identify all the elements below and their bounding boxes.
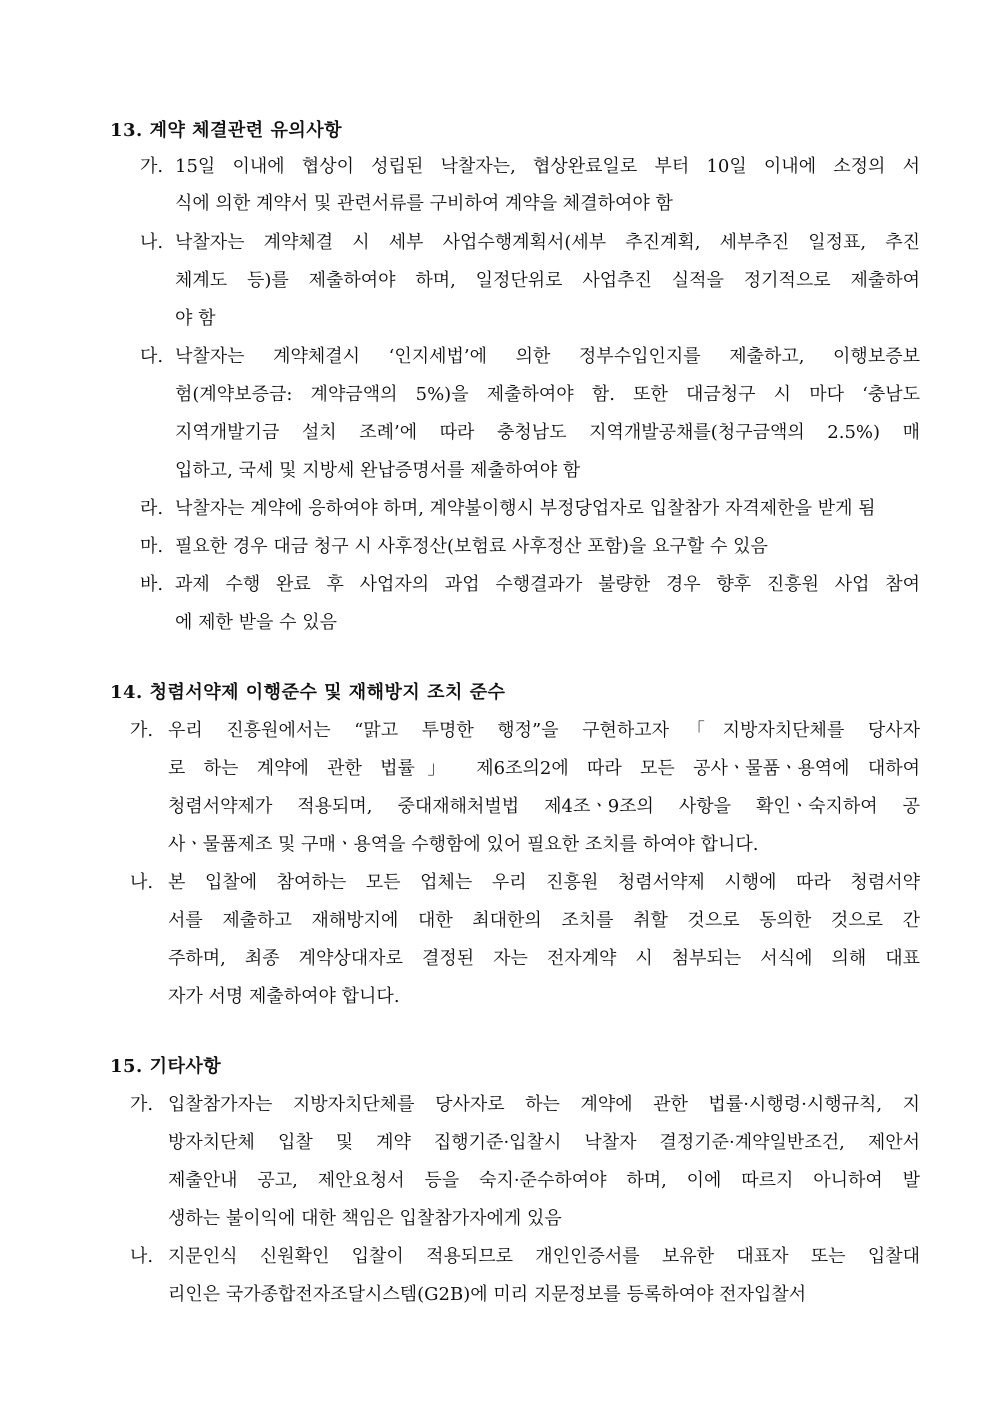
list-item-text-line: 자가 서명 제출하여야 합니다. — [168, 986, 400, 1007]
list-item-text-line: 본 입찰에 참여하는 모든 업체는 우리 진흥원 청렴서약제 시행에 따라 청렴서약 — [168, 872, 920, 893]
list-item-text-line: 낙찰자는 계약에 응하여야 하며, 계약불이행시 부정당업자로 입찰참가 자격제한을 받게 됨 — [175, 498, 876, 519]
list-item-text-line: 리인은 국가종합전자조달시스템(G2B)에 미리 지문정보를 등록하여야 전자입찰서 — [168, 1284, 807, 1305]
list-item-text-line: 로 하는 계약에 관한 법률」 제6조의2에 따라 모든 공사ㆍ물품ㆍ용역에 대하여 — [168, 758, 920, 779]
list-item-marker: 나. — [140, 232, 164, 253]
list-item-text-line: 체계도 등)를 제출하여야 하며, 일정단위로 사업추진 실적을 정기적으로 제출하여 — [175, 270, 920, 291]
list-item-text-line: 지역개발기금 설치 조례’에 따라 충청남도 지역개발공채를(청구금액의 2.5%) 매 — [175, 422, 920, 443]
list-item-text-line: 지문인식 신원확인 입찰이 적용되므로 개인인증서를 보유한 대표자 또는 입찰대 — [168, 1246, 920, 1267]
list-item-marker: 나. — [130, 872, 154, 893]
list-item-marker: 가. — [130, 720, 154, 741]
list-item-text-line: 입하고, 국세 및 지방세 완납증명서를 제출하여야 함 — [175, 460, 581, 481]
list-item-text-line: 15일 이내에 협상이 성립된 낙찰자는, 협상완료일로 부터 10일 이내에 소정의 서 — [175, 156, 920, 177]
list-item-marker: 가. — [140, 156, 164, 177]
list-item-marker: 나. — [130, 1246, 154, 1267]
list-item-text-line: 우리 진흥원에서는 “맑고 투명한 행정”을 구현하고자「지방자치단체를 당사자 — [168, 720, 920, 741]
list-item-text-line: 낙찰자는 계약체결 시 세부 사업수행계획서(세부 추진계획, 세부추진 일정표, 추진 — [175, 232, 920, 253]
list-item-text-line: 방자치단체 입찰 및 계약 집행기준·입찰시 낙찰자 결정기준·계약일반조건, 제안서 — [168, 1132, 920, 1153]
list-item-text-line: 사ㆍ물품제조 및 구매ㆍ용역을 수행함에 있어 필요한 조치를 하여야 합니다. — [168, 834, 759, 855]
list-item-text-line: 제출안내 공고, 제안요청서 등을 숙지·준수하여야 하며, 이에 따르지 아니하여 발 — [168, 1170, 920, 1191]
section-heading: 14. 청렴서약제 이행준수 및 재해방지 조치 준수 — [110, 682, 506, 703]
list-item-marker: 가. — [130, 1094, 154, 1115]
list-item-text-line: 청렴서약제가 적용되며, 중대재해처벌법 제4조ㆍ9조의 사항을 확인ㆍ숙지하여 공 — [168, 796, 920, 817]
list-item-text-line: 생하는 불이익에 대한 책임은 입찰참가자에게 있음 — [168, 1208, 562, 1229]
list-item-text-line: 서를 제출하고 재해방지에 대한 최대한의 조치를 취할 것으로 동의한 것으로 간 — [168, 910, 920, 931]
list-item-text-line: 야 함 — [175, 308, 216, 329]
list-item-text-line: 낙찰자는 계약체결시 ‘인지세법’에 의한 정부수입인지를 제출하고, 이행보증보 — [175, 346, 920, 367]
list-item-text-line: 식에 의한 계약서 및 관련서류를 구비하여 계약을 체결하여야 함 — [175, 193, 673, 214]
list-item-marker: 라. — [140, 498, 164, 519]
section-heading: 13. 계약 체결관련 유의사항 — [110, 120, 342, 141]
section-heading: 15. 기타사항 — [110, 1056, 222, 1077]
list-item-text-line: 필요한 경우 대금 청구 시 사후정산(보험료 사후정산 포함)을 요구할 수 있음 — [175, 536, 768, 557]
list-item-text-line: 험(계약보증금: 계약금액의 5%)을 제출하여야 함. 또한 대금청구 시 마다 ‘충남도 — [175, 384, 920, 405]
list-item-text-line: 에 제한 받을 수 있음 — [175, 612, 337, 633]
list-item-text-line: 입찰참가자는 지방자치단체를 당사자로 하는 계약에 관한 법률·시행령·시행규칙, 지 — [168, 1094, 920, 1115]
list-item-text-line: 주하며, 최종 계약상대자로 결정된 자는 전자계약 시 첨부되는 서식에 의해 대표 — [168, 948, 920, 969]
list-item-marker: 마. — [140, 536, 164, 557]
list-item-text-line: 과제 수행 완료 후 사업자의 과업 수행결과가 불량한 경우 향후 진흥원 사업 참여 — [175, 574, 920, 595]
list-item-marker: 다. — [140, 346, 164, 367]
list-item-marker: 바. — [140, 574, 164, 595]
